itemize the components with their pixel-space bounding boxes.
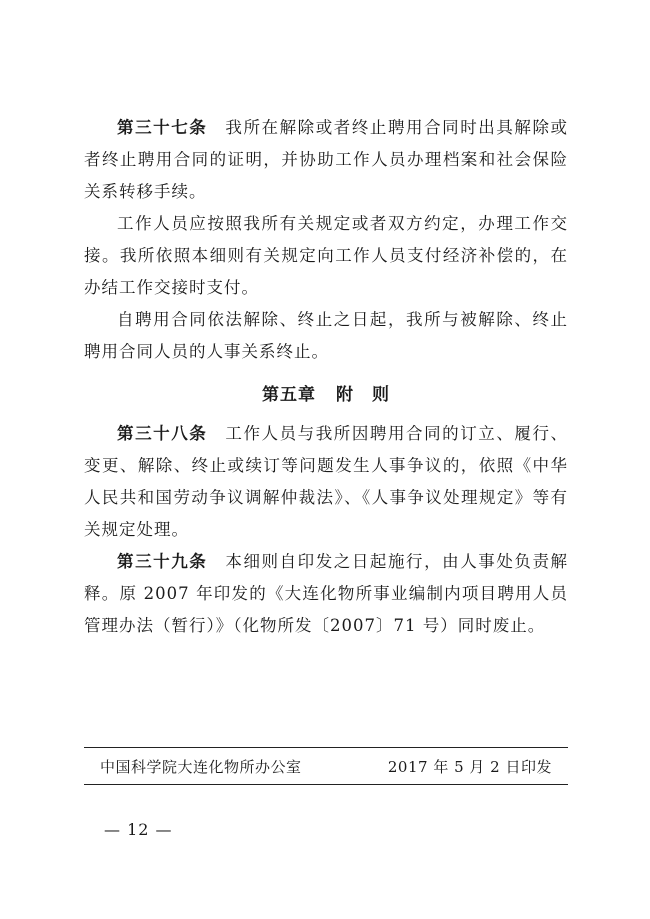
paragraph: [84, 304, 568, 368]
paragraph-article-39: [84, 546, 568, 642]
chapter-heading: [84, 379, 568, 411]
article-number: 第三十九条: [117, 552, 208, 571]
chapter-number: 第五章: [262, 385, 316, 405]
paragraph-text: 工作人员与我所因聘用合同的订立、履行、变更、解除、终止或续订等问题发生人事争议的，依照《中华人民共和国劳动争议调解仲裁法》、《人事争议处理规定》等有关规定处理。: [84, 424, 568, 539]
footer: [100, 754, 552, 778]
article-number: 第三十八条: [117, 424, 208, 443]
footer-rule-top: [84, 747, 568, 748]
paragraph-text: 我所在解除或者终止聘用合同时出具解除或者终止聘用合同的证明，并协助工作人员办理档案和社会保险关系转移手续。: [84, 118, 568, 201]
paragraph-text: 自聘用合同依法解除、终止之日起，我所与被解除、终止聘用合同人员的人事关系终止。: [84, 310, 568, 361]
paragraph: [84, 208, 568, 304]
paragraph-article-37: [84, 112, 568, 208]
document-body: [84, 112, 568, 642]
paragraph-text: 本细则自印发之日起施行，由人事处负责解释。原 2007 年印发的《大连化物所事业编制内项目聘用人员管理办法（暂行）》（化物所发〔2007〕71 号）同时废止。: [84, 552, 568, 635]
chapter-title: 附 则: [336, 385, 390, 405]
footer-rule-bottom: [84, 784, 568, 785]
footer-issuer: 中国科学院大连化物所办公室: [100, 757, 302, 776]
page-number: — 12 —: [104, 820, 173, 839]
footer-date: 2017 年 5 月 2 日印发: [387, 757, 552, 776]
article-number: 第三十七条: [117, 118, 208, 137]
paragraph-text: 工作人员应按照我所有关规定或者双方约定，办理工作交接。我所依照本细则有关规定向工作人员支付经济补偿的，在办结工作交接时支付。: [84, 214, 568, 297]
paragraph-article-38: [84, 418, 568, 546]
